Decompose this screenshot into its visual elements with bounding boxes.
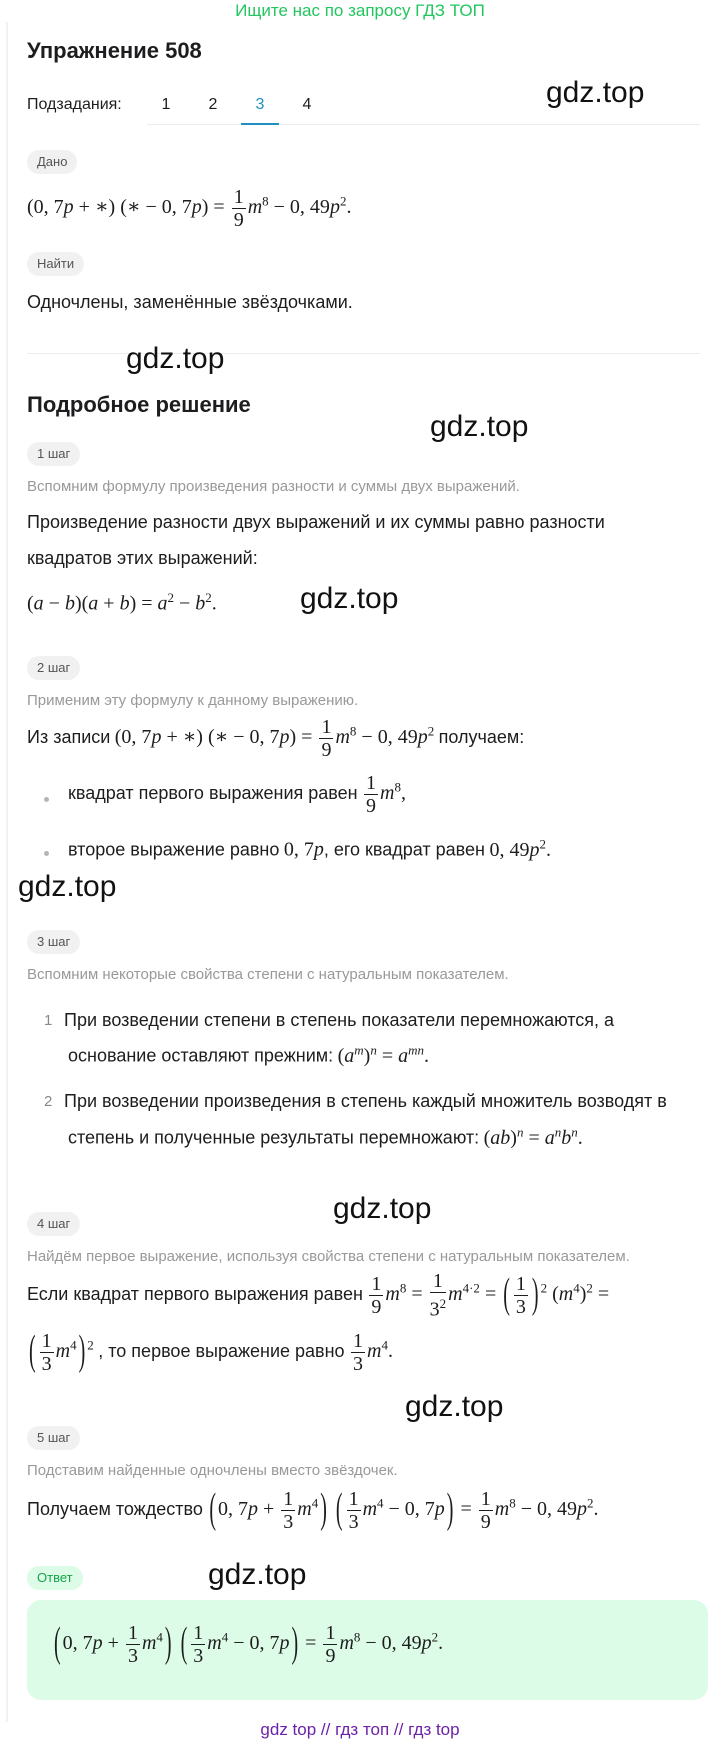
step-5-chip: 5 шаг bbox=[27, 1426, 80, 1450]
step-2-bullet-1: квадрат первого выражения равен $\frac{1}{9}$ $m^8$, bbox=[68, 772, 406, 817]
solution-title: Подробное решение bbox=[27, 392, 251, 417]
bullet-dot bbox=[44, 797, 49, 802]
step-2-line bbox=[27, 716, 524, 761]
footer-links[interactable]: gdz top // гдз топ // гдз top bbox=[260, 1720, 460, 1739]
page-title: Упражнение 508 bbox=[27, 38, 202, 63]
step-4-line-1: Если квадрат первого выражения равен $\frac{1}{9}$ $m^8$ = $\frac{1}{3^2}$ $m^{4\cdot 2}$ = ( $\frac{1}{3}$ ) $^2$ $(m^4)^2$ = bbox=[27, 1270, 610, 1321]
bullet-2-mid: , его квадрат равен bbox=[323, 839, 485, 860]
step-4-hint: Найдём первое выражение, используя свойства степени с натуральным показателем. bbox=[27, 1248, 630, 1265]
step-2-text-post: получаем: bbox=[438, 727, 525, 748]
step-3-hint: Вспомним некоторые свойства степени с натуральным показателем. bbox=[27, 966, 509, 983]
step-5-text-pre: Получаем тождество bbox=[27, 1499, 203, 1520]
step-4-line-2: ( $\frac{1}{3}$ $m^4$ ) $^2$ , то первое выражение равно $\frac{1}{3}$ $m^4$. bbox=[29, 1328, 393, 1375]
search-banner[interactable]: Ищите нас по запросу ГДЗ ТОП bbox=[235, 1, 485, 20]
step-4-text-pre: Если квадрат первого выражения равен bbox=[27, 1283, 363, 1304]
active-tab-indicator bbox=[241, 123, 279, 125]
step-1-chip: 1 шаг bbox=[27, 442, 80, 466]
find-text: Одночлены, заменённые звёздочками. bbox=[27, 292, 353, 312]
watermark: gdz.top bbox=[333, 1192, 432, 1225]
step-4-text-post: , то первое выражение равно bbox=[98, 1341, 345, 1362]
step-5-hint: Подставим найденные одночлены вместо звёздочек. bbox=[27, 1462, 398, 1479]
given-equation: (0, 7p + ∗) (∗ − 0, 7p) = $\frac{1}{9}$ $m^8 - 0$, $49p^2$. bbox=[27, 186, 352, 231]
step-2-hint: Применим эту формулу к данному выражению. bbox=[27, 692, 359, 709]
answer-chip: Ответ bbox=[27, 1566, 83, 1590]
bullet-2-text: второе выражение равно bbox=[68, 839, 280, 860]
answer-equation: ( 0, 7p + $\frac{1}{3}$ $m^4$ ) ( $\frac{1}{3}$ $m^4 - 0$, 7p ) = $\frac{1}{9}$ $m^8 - 0$, $49p^2$. bbox=[54, 1620, 444, 1667]
step-3-item-2b: степень и полученные результаты перемножают: $(ab)^n = a^nb^n$. bbox=[68, 1124, 583, 1149]
step-2-bullet-2: второе выражение равно 0, 7p, его квадрат равен 0, $49p^2$. bbox=[68, 836, 551, 861]
watermark: gdz.top bbox=[300, 582, 399, 615]
tab-4[interactable]: 4 bbox=[302, 96, 312, 113]
step-1-text-2: квадратов этих выражений: bbox=[27, 548, 258, 568]
watermark: gdz.top bbox=[405, 1390, 504, 1423]
list-number-2: 2 bbox=[44, 1093, 53, 1110]
given-chip: Дано bbox=[27, 150, 77, 174]
watermark: gdz.top bbox=[430, 410, 529, 443]
watermark: gdz.top bbox=[208, 1558, 307, 1591]
step-1-formula: $(a - b)(a + b) = a^2 - b^2$. bbox=[27, 590, 217, 615]
find-chip: Найти bbox=[27, 252, 84, 276]
step-2-chip: 2 шаг bbox=[27, 656, 80, 680]
step-4-chip: 4 шаг bbox=[27, 1212, 80, 1236]
watermark: gdz.top bbox=[126, 342, 225, 375]
step-5-line: Получаем тождество ( 0, 7p + $\frac{1}{3}$ $m^4$ ) ( $\frac{1}{3}$ $m^4 - 0$, 7p ) = $\frac{1}{9}$ $m^8 - 0$, $49p^2$. bbox=[27, 1486, 599, 1533]
subtasks-label: Подзадания: bbox=[27, 96, 122, 113]
watermark: gdz.top bbox=[18, 870, 117, 903]
watermark: gdz.top bbox=[546, 76, 645, 109]
step-3-item-1b: основание оставляют прежним: $(a^m)^n = a^{mn}$. bbox=[68, 1042, 429, 1067]
tab-1[interactable]: 1 bbox=[161, 96, 171, 113]
step-3-item-2: При возведении произведения в степень каждый множитель возводят в bbox=[64, 1091, 667, 1111]
step-1-hint: Вспомним формулу произведения разности и суммы двух выражений. bbox=[27, 478, 520, 495]
step-3-item-1: При возведении степени в степень показатели перемножаются, а bbox=[64, 1010, 615, 1030]
step-2-text-pre: Из записи bbox=[27, 727, 111, 748]
bullet-dot bbox=[44, 851, 49, 856]
tab-3[interactable]: 3 bbox=[255, 96, 265, 113]
list-number-1: 1 bbox=[44, 1012, 53, 1029]
bullet-1-text: квадрат первого выражения равен bbox=[68, 783, 358, 804]
tabs-divider bbox=[147, 124, 700, 125]
step-3-chip: 3 шаг bbox=[27, 930, 80, 954]
item-1b-text: основание оставляют прежним: bbox=[68, 1045, 334, 1066]
tab-2[interactable]: 2 bbox=[208, 96, 218, 113]
item-2b-text: степень и полученные результаты перемножают: bbox=[68, 1127, 480, 1148]
step-1-text: Произведение разности двух выражений и их суммы равно разности bbox=[27, 512, 605, 532]
step-2-equation: (0, 7p + ∗) (∗ − 0, 7p) = $\frac{1}{9}$ $m^8 - 0$, $49p^2$ bbox=[114, 716, 435, 761]
